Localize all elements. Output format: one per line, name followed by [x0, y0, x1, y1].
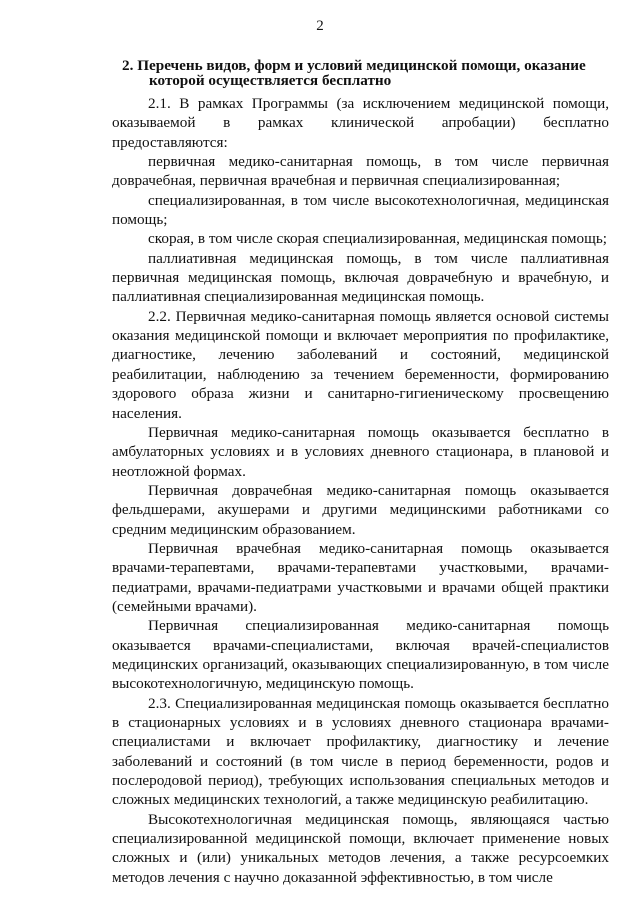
- paragraph-emergency: скорая, в том числе скорая специализированная, медицинская помощь;: [148, 230, 607, 248]
- paragraph-high-tech: Высокотехнологичная медицинская помощь, являющаяся частью специализированной медицинской помощи, включает применение новых сложных и (или) уникальных методов лечения, а также ресурсоемких методов лечения с научно доказанной эффективностью, в том числе: [112, 810, 609, 886]
- section-heading: 2. Перечень видов, форм и условий медицинской помощи, оказание которой осуществляется бесплатно: [122, 57, 586, 89]
- paragraph-2-2: 2.2. Первичная медико-санитарная помощь является основой системы оказания медицинской помощи и включает мероприятия по профилактике, диагностике, лечению заболеваний и состояний, медицинской реабилитации, наблюдению за течением беременности, формированию здорового образа жизни и санитарно-гигиеническому просвещению населения.: [112, 307, 609, 422]
- paragraph-2-3: 2.3. Специализированная медицинская помощь оказывается бесплатно в стационарных условиях и в условиях дневного стационара врачами-специалистами и включает профилактику, диагностику и лечение заболеваний и состояний (в том числе в период беременности, родов и послеродовой период), требующих использования специальных методов и сложных медицинских технологий, а также медицинскую реабилитацию.: [112, 694, 609, 809]
- paragraph-specialized: специализированная, в том числе высокотехнологичная, медицинская помощь;: [112, 191, 609, 229]
- paragraph-primary-care: первичная медико-санитарная помощь, в том числе первичная доврачебная, первичная врачебная и первичная специализированная;: [112, 153, 609, 190]
- paragraph-2-1: 2.1. В рамках Программы (за исключением медицинской помощи, оказываемой в рамках клинической апробации) бесплатно предоставляются:: [112, 95, 609, 151]
- page-number: 2: [316, 18, 324, 34]
- paragraph-primary-specialized: Первичная специализированная медико-санитарная помощь оказывается врачами-специалистами, включая врачей-специалистов медицинских организаций, оказывающих специализированную, в том числе высокотехнологичную, медицинскую помощь.: [112, 617, 609, 693]
- paragraph-pre-doctor: Первичная доврачебная медико-санитарная помощь оказывается фельдшерами, акушерами и другими медицинскими работниками со средним медицинским образованием.: [112, 481, 609, 538]
- paragraph-palliative: паллиативная медицинская помощь, в том числе паллиативная первичная медицинская помощь, включая доврачебную и врачебную, и паллиативная специализированная медицинская помощь.: [112, 249, 609, 306]
- paragraph-primary-doctor: Первичная врачебная медико-санитарная помощь оказывается врачами-терапевтами, врачами-терапевтами участковыми, врачами-педиатрами, врачами-педиатрами участковыми и врачами общей практики (семейными врачами).: [112, 539, 609, 615]
- document-body: [112, 58, 609, 887]
- paragraph-primary-free: Первичная медико-санитарная помощь оказывается бесплатно в амбулаторных условиях и в условиях дневного стационара, в плановой и неотложной формах.: [112, 423, 609, 480]
